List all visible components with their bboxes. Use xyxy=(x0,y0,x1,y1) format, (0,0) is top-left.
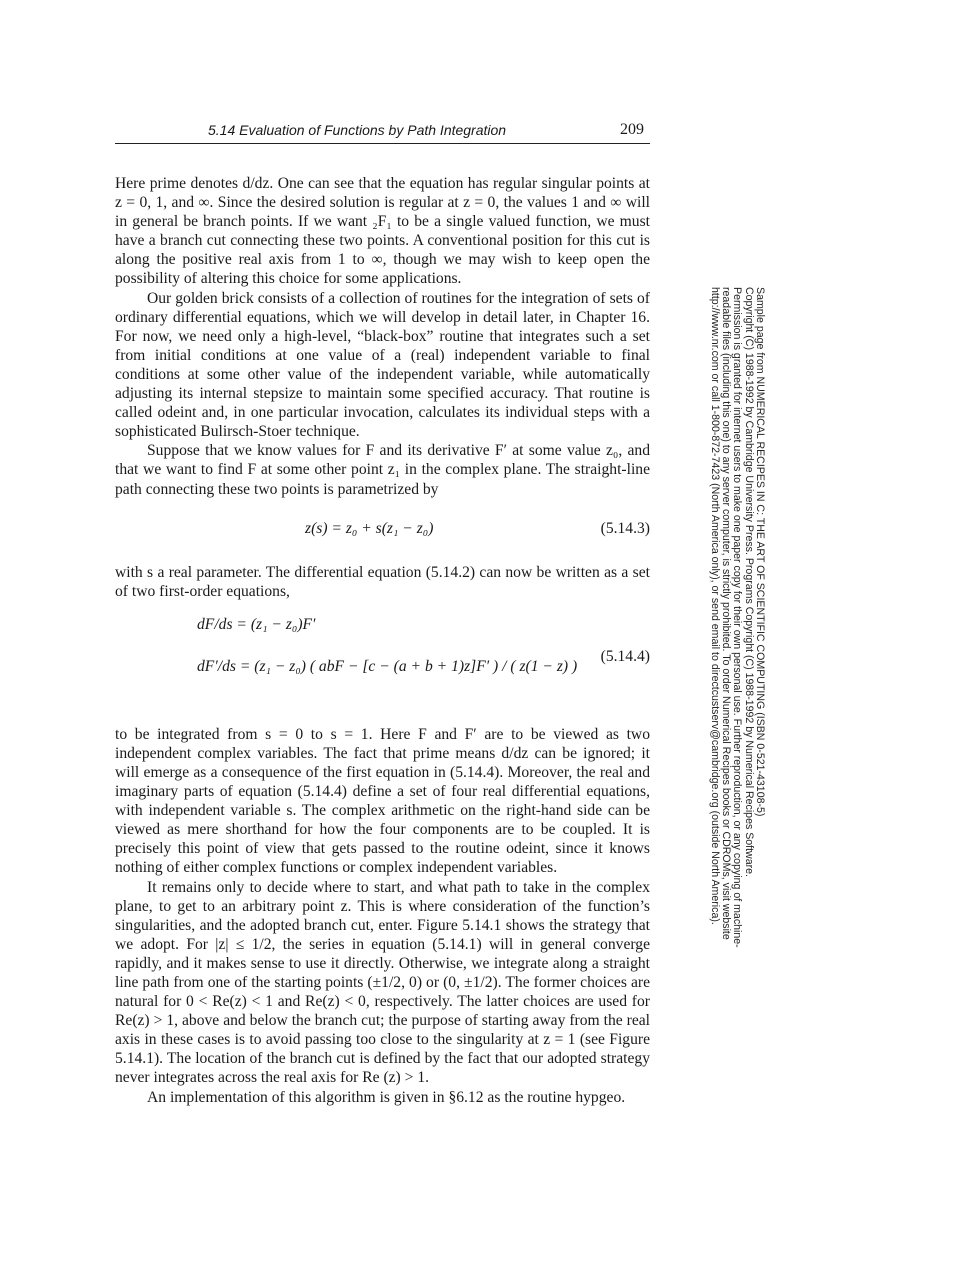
equation-5-14-4-line-2: dF′/ds = (z₁ − z₀) ( abF − [c − (a + b + 1)z]F′ ) / ( z(1 − z) ) xyxy=(197,657,578,675)
copyright-sidebar xyxy=(695,287,766,948)
sidebar-line-5: http://www.nr.com or call 1-800-872-7423 (North America only), or send email to directcustserv@cambridge.org (outside North America). xyxy=(708,287,721,925)
sidebar-line-3: Permission is granted for internet users to make one paper copy for their own personal use. Further reproduction, or any copying of machine- xyxy=(731,287,744,948)
equation-5-14-3-body: z(s) = z₀ + s(z₁ − z₀) xyxy=(305,519,434,537)
paragraph-2: Our golden brick consists of a collection of routines for the integration of sets of ordinary differential equations, which we will develop in detail later, in Chapter 16. For now, we need only a high-level, “black-box” routine that integrates such a set from initial conditions at one value of a (real) independent variable to final conditions at some other value of the independent variable, while automatically adjusting its internal stepsize to maintain some specified accuracy. That routine is called odeint and, in one particular invocation, calculates its individual steps with a sophisticated Bulirsch-Stoer technique. xyxy=(115,289,650,441)
running-title: 5.14 Evaluation of Functions by Path Integration xyxy=(208,122,507,138)
equation-5-14-3 xyxy=(115,515,650,545)
equation-5-14-3-number: (5.14.3) xyxy=(600,519,650,537)
paragraph-6: It remains only to decide where to start, and what path to take in the complex plane, to get to an arbitrary point z. This is where consideration of the function’s singularities, and the adopted branch cut, enter. Figure 5.14.1 shows the strategy that we adopt. For |z| ≤ 1/2, the series in equation (5.14.1) will in general converge rapidly, and it makes sense to use it directly. Otherwise, we integrate along a straight line path from one of the starting points (±1/2, 0) or (0, ±1/2). The former choices are natural for 0 < Re(z) < 1 and Re(z) < 0, respectively. The latter choices are used for Re(z) > 1, above and below the branch cut; the purpose of starting away from the real axis in these cases is to avoid passing too close to the singularity at z = 1 (see Figure 5.14.1). The location of the branch cut is defined by the fact that our adopted strategy never integrates across the real axis for Re (z) > 1. xyxy=(115,878,650,1087)
paragraph-7: An implementation of this algorithm is given in §6.12 as the routine hypgeo. xyxy=(147,1088,626,1106)
sidebar-line-4: readable files (including this one) to any server computer, is strictly prohibited. To order Numerical Recipes books or CDROMs, visit website xyxy=(720,287,733,940)
sidebar-line-2: Copyright (C) 1988-1992 by Cambridge University Press. Programs Copyright (C) 1988-1992 by Numerical Recipes Software. xyxy=(742,287,755,877)
equation-5-14-4 xyxy=(115,613,650,705)
equation-5-14-4-number: (5.14.4) xyxy=(600,647,650,665)
running-header xyxy=(115,121,650,144)
paragraph-5: to be integrated from s = 0 to s = 1. Here F and F′ are to be viewed as two independent complex variables. The fact that prime means d/dz can be ignored; it will emerge as a consequence of the first equation in (5.14.4). Moreover, the real and imaginary parts of equation (5.14.4) define a set of four real differential equations, with independent variable s. The complex arithmetic on the right-hand side can be viewed as mere shorthand for how the four components are to be coupled. It is precisely this point of view that gets passed to the routine odeint, since it knows nothing of either complex functions or complex independent variables. xyxy=(115,725,650,877)
paragraph-3: Suppose that we know values for F and its derivative F′ at some value z₀, and that we want to find F at some other point z₁ in the complex plane. The straight-line path connecting these two points is parametrized by xyxy=(115,442,650,498)
equation-5-14-4-line-1: dF/ds = (z₁ − z₀)F′ xyxy=(197,615,316,633)
page-number: 209 xyxy=(620,121,644,138)
main-text xyxy=(115,174,650,1107)
paragraph-1: Here prime denotes d/dz. One can see that the equation has regular singular points at z = 0, 1, and ∞. Since the desired solution is regular at z = 0, the values 1 and ∞ will in general be branch points. If we want ₂F₁ to be a single valued function, we must have a branch cut connecting these two points. A conventional position for this cut is along the positive real axis from 1 to ∞, though we may wish to keep open the possibility of altering this choice for some applications. xyxy=(115,175,650,288)
paragraph-4: with s a real parameter. The differential equation (5.14.2) can now be written as a set of two first-order equations, xyxy=(115,563,650,600)
sidebar-line-1: Sample page from NUMERICAL RECIPES IN C: THE ART OF SCIENTIFIC COMPUTING (ISBN 0-521-43108-5) xyxy=(754,287,766,817)
